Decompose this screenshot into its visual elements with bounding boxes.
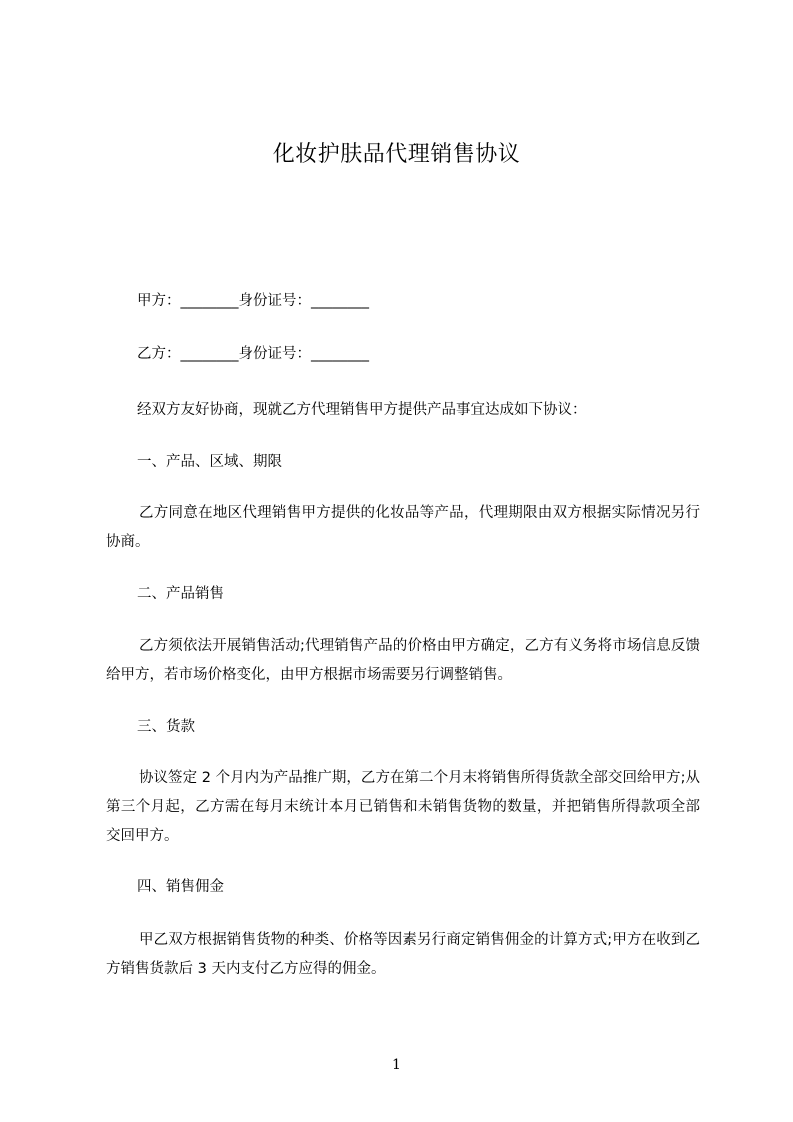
section-body-2: 乙方须依法开展销售活动;代理销售产品的价格由甲方确定，乙方有义务将市场信息反馈给甲方，若市场价格变化，由甲方根据市场需要另行调整销售。 <box>106 638 700 683</box>
document-title: 化妆护肤品代理销售协议 <box>272 142 521 167</box>
section-heading-3: 三、货款 <box>137 719 195 735</box>
party-a-line: 甲方：________身份证号：________ <box>137 293 369 309</box>
party-b-line: 乙方：________身份证号：________ <box>137 346 369 362</box>
section-heading-4: 四、销售佣金 <box>137 879 224 895</box>
preamble-text: 经双方友好协商，现就乙方代理销售甲方提供产品事宜达成如下协议： <box>137 402 587 418</box>
section-body-4: 甲乙双方根据销售货物的种类、价格等因素另行商定销售佣金的计算方式;甲方在收到乙方销售货款后 3 天内支付乙方应得的佣金。 <box>106 932 700 977</box>
section-heading-1: 一、产品、区域、期限 <box>137 454 282 470</box>
page-number: 1 <box>392 1057 401 1073</box>
section-heading-2: 二、产品销售 <box>137 586 224 602</box>
section-body-3: 协议签定 2 个月内为产品推广期，乙方在第二个月末将销售所得货款全部交回给甲方;从第三个月起，乙方需在每月末统计本月已销售和未销售货物的数量，并把销售所得款项全部交回甲方。 <box>106 770 700 844</box>
section-body-1: 乙方同意在地区代理销售甲方提供的化妆品等产品，代理期限由双方根据实际情况另行协商。 <box>106 505 700 550</box>
